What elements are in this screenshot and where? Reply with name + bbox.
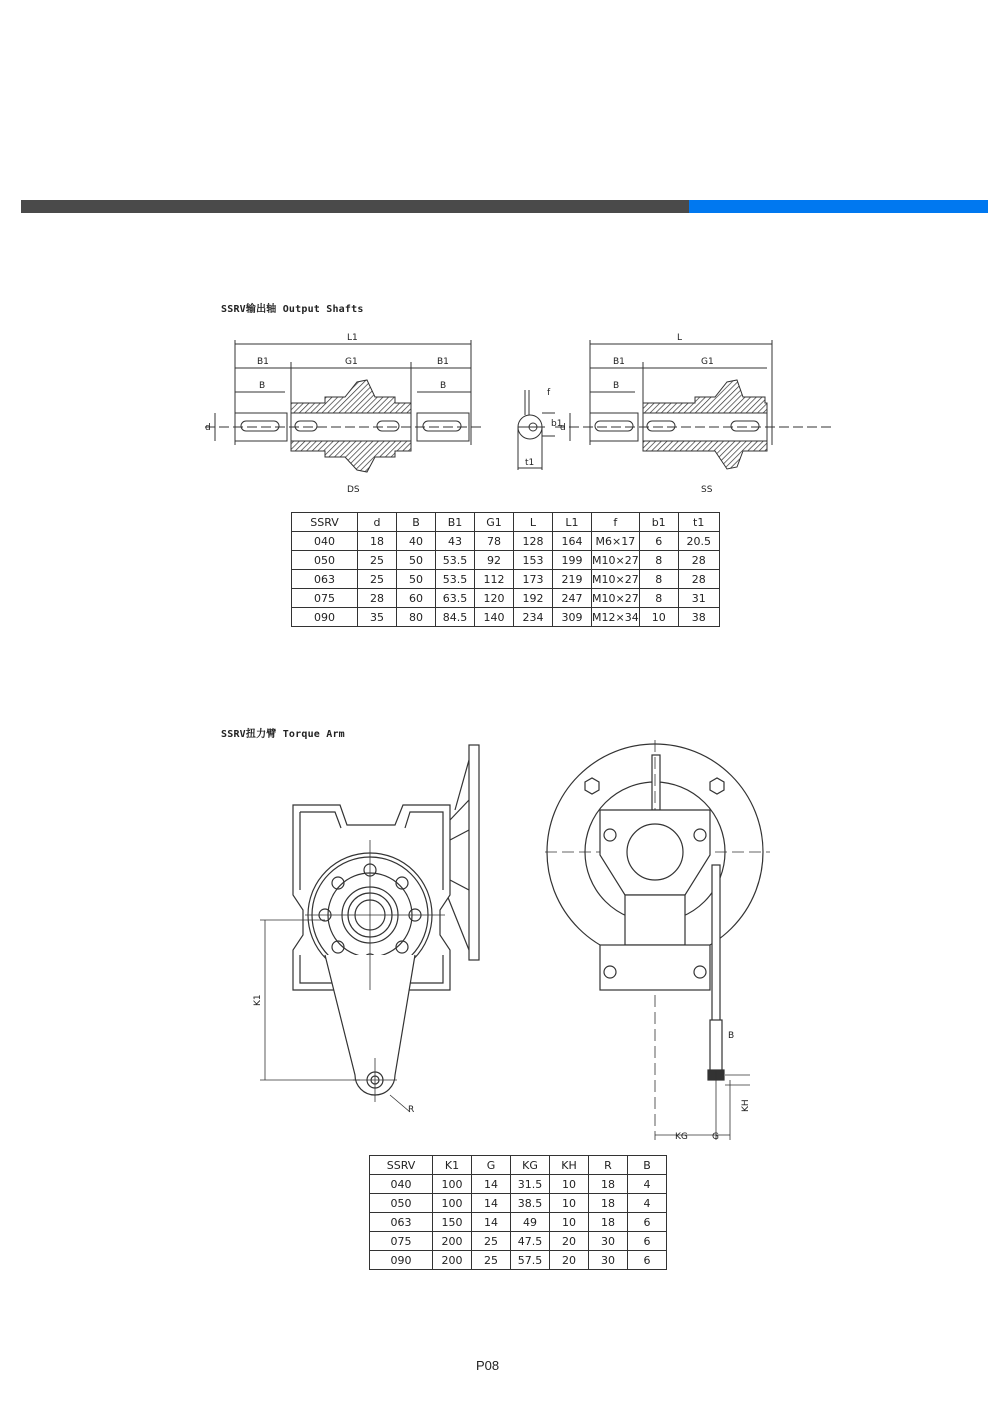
table-cell: 28 [358, 589, 397, 608]
header-bar-dark [21, 200, 689, 213]
table-cell: 10 [550, 1194, 589, 1213]
table-cell: 49 [511, 1213, 550, 1232]
table-cell: 075 [370, 1232, 433, 1251]
dim-label-t1: t1 [525, 458, 535, 468]
table-cell: 20 [550, 1232, 589, 1251]
table-cell: 173 [514, 570, 553, 589]
dim-label-G: G [712, 1132, 719, 1142]
table-cell: 200 [433, 1251, 472, 1270]
table-cell: 063 [370, 1213, 433, 1232]
table-row [370, 1194, 667, 1213]
table-cell: 25 [472, 1232, 511, 1251]
caption-ds: DS [347, 485, 360, 495]
table-cell: 8 [639, 551, 678, 570]
col-header: KG [511, 1156, 550, 1175]
table-cell: 80 [397, 608, 436, 627]
dim-label-KG: KG [675, 1132, 688, 1142]
dim-label-KH: KH [741, 1099, 751, 1112]
table-cell: 8 [639, 570, 678, 589]
table-row [292, 551, 720, 570]
col-header: G [472, 1156, 511, 1175]
col-header: L1 [553, 513, 592, 532]
col-header: G1 [475, 513, 514, 532]
table-cell: 4 [628, 1175, 667, 1194]
table-cell: 050 [370, 1194, 433, 1213]
dim-label-f: f [547, 388, 551, 398]
table-cell: 40 [397, 532, 436, 551]
table-cell: 8 [639, 589, 678, 608]
torque-arm-table [369, 1155, 667, 1270]
table-cell: 63.5 [436, 589, 475, 608]
table-cell: 075 [292, 589, 358, 608]
table-cell: 309 [553, 608, 592, 627]
table-cell: 6 [639, 532, 678, 551]
dim-label-B1-right: B1 [437, 357, 449, 367]
table-cell: 040 [370, 1175, 433, 1194]
table-cell: 35 [358, 608, 397, 627]
col-header: B [628, 1156, 667, 1175]
table-cell: 6 [628, 1251, 667, 1270]
table-cell: 6 [628, 1213, 667, 1232]
table-cell: 30 [589, 1251, 628, 1270]
torque-arm-front-drawing [245, 740, 485, 1120]
table-row [370, 1213, 667, 1232]
output-shafts-title: SSRV输出轴 Output Shafts [221, 304, 364, 315]
table-cell: M12×34 [592, 608, 640, 627]
dim-label-B1-left: B1 [257, 357, 269, 367]
table-cell: 18 [358, 532, 397, 551]
table-cell: 50 [397, 570, 436, 589]
col-header: KH [550, 1156, 589, 1175]
col-header: f [592, 513, 640, 532]
table-row [292, 589, 720, 608]
dim-label-ss-B1: B1 [613, 357, 625, 367]
table-cell: 25 [358, 570, 397, 589]
table-row [292, 570, 720, 589]
table-cell: 18 [589, 1175, 628, 1194]
col-header: R [589, 1156, 628, 1175]
table-cell: M10×27 [592, 589, 640, 608]
col-header: K1 [433, 1156, 472, 1175]
table-cell: 199 [553, 551, 592, 570]
table-cell: M10×27 [592, 570, 640, 589]
table-cell: 38 [678, 608, 719, 627]
col-header: B [397, 513, 436, 532]
table-cell: 31.5 [511, 1175, 550, 1194]
table-cell: M10×27 [592, 551, 640, 570]
table-cell: 10 [550, 1175, 589, 1194]
table-cell: 100 [433, 1175, 472, 1194]
table-cell: 30 [589, 1232, 628, 1251]
header-bar-accent [689, 200, 988, 213]
torque-arm-side-drawing [540, 740, 780, 1150]
table-cell: 43 [436, 532, 475, 551]
table-cell: 090 [292, 608, 358, 627]
table-cell: 164 [553, 532, 592, 551]
dim-label-K1: K1 [253, 994, 263, 1006]
col-header: t1 [678, 513, 719, 532]
table-cell: 57.5 [511, 1251, 550, 1270]
table-cell: 10 [639, 608, 678, 627]
dim-label-B: B [728, 1031, 735, 1041]
dim-label-B-left: B [259, 381, 266, 391]
table-cell: 140 [475, 608, 514, 627]
table-cell: 6 [628, 1232, 667, 1251]
table-cell: 040 [292, 532, 358, 551]
table-cell: 47.5 [511, 1232, 550, 1251]
table-cell: 84.5 [436, 608, 475, 627]
table-cell: 28 [678, 570, 719, 589]
table-cell: 25 [358, 551, 397, 570]
output-shafts-drawing [195, 330, 845, 500]
table-cell: 128 [514, 532, 553, 551]
table-row [370, 1232, 667, 1251]
col-header: SSRV [292, 513, 358, 532]
col-header: B1 [436, 513, 475, 532]
table-row [370, 1175, 667, 1194]
table-row [292, 532, 720, 551]
col-header: L [514, 513, 553, 532]
table-cell: 18 [589, 1213, 628, 1232]
dim-label-d: d [205, 423, 211, 433]
page-number: P08 [476, 1358, 500, 1373]
table-cell: 14 [472, 1213, 511, 1232]
table-row [370, 1251, 667, 1270]
table-cell: 150 [433, 1213, 472, 1232]
dim-label-ss-B: B [613, 381, 620, 391]
table-cell: 247 [553, 589, 592, 608]
table-cell: 200 [433, 1232, 472, 1251]
header-bar [21, 200, 988, 213]
table-cell: 28 [678, 551, 719, 570]
col-header: d [358, 513, 397, 532]
table-cell: 60 [397, 589, 436, 608]
table-row [292, 608, 720, 627]
table-cell: 120 [475, 589, 514, 608]
table-cell: 50 [397, 551, 436, 570]
table-cell: 20.5 [678, 532, 719, 551]
col-header: b1 [639, 513, 678, 532]
table-cell: 234 [514, 608, 553, 627]
table-cell: 38.5 [511, 1194, 550, 1213]
table-cell: 20 [550, 1251, 589, 1270]
table-cell: 53.5 [436, 551, 475, 570]
table-cell: 10 [550, 1213, 589, 1232]
dim-label-b1: b1 [551, 419, 563, 429]
dim-label-L: L [677, 333, 683, 343]
table-cell: 78 [475, 532, 514, 551]
table-cell: 063 [292, 570, 358, 589]
table-cell: M6×17 [592, 532, 640, 551]
table-cell: 090 [370, 1251, 433, 1270]
dim-label-R: R [408, 1105, 415, 1115]
table-cell: 14 [472, 1175, 511, 1194]
table-cell: 14 [472, 1194, 511, 1213]
table-cell: 53.5 [436, 570, 475, 589]
table-cell: 4 [628, 1194, 667, 1213]
table-cell: 100 [433, 1194, 472, 1213]
table-cell: 050 [292, 551, 358, 570]
dim-label-B-right: B [440, 381, 447, 391]
dim-label-ss-G1: G1 [701, 357, 714, 367]
table-header-row [370, 1156, 667, 1175]
col-header: SSRV [370, 1156, 433, 1175]
table-cell: 92 [475, 551, 514, 570]
table-header-row [292, 513, 720, 532]
dim-label-G1: G1 [345, 357, 358, 367]
dim-label-ss-d: d [560, 423, 566, 433]
torque-arm-title: SSRV扭力臂 Torque Arm [221, 729, 345, 740]
table-cell: 31 [678, 589, 719, 608]
table-cell: 219 [553, 570, 592, 589]
output-shafts-table [291, 512, 720, 627]
table-cell: 153 [514, 551, 553, 570]
table-cell: 18 [589, 1194, 628, 1213]
table-cell: 192 [514, 589, 553, 608]
caption-ss: SS [701, 485, 713, 495]
dim-label-L1: L1 [347, 333, 358, 343]
table-cell: 112 [475, 570, 514, 589]
table-cell: 25 [472, 1251, 511, 1270]
